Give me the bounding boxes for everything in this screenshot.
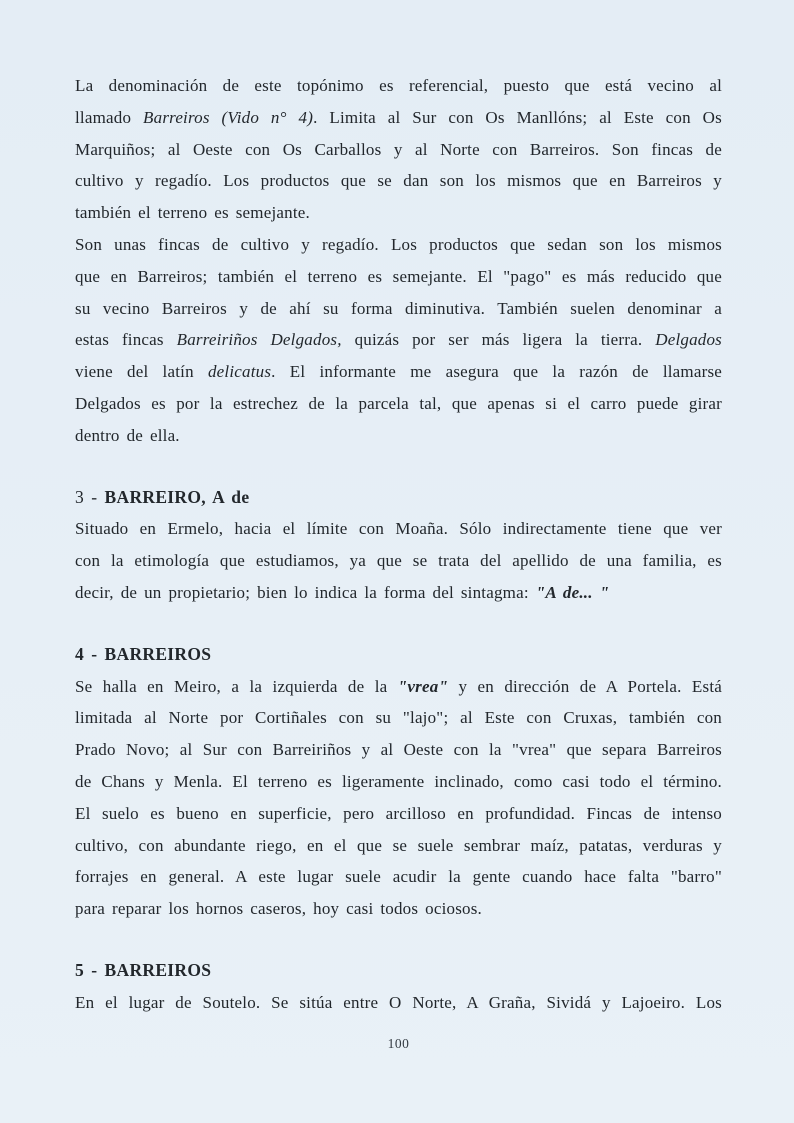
text-segment: dentro de ella.: [75, 425, 180, 445]
text-line: [75, 356, 722, 388]
text-segment: limitada al Norte por Cortiñales con su "lajo"; al Este con Cruxas, también con: [75, 708, 722, 728]
text-line: [75, 577, 722, 609]
text-line: [75, 420, 722, 452]
text-segment: forrajes en general. A este lugar suele acudir la gente cuando hace falta "barro": [75, 867, 722, 887]
text-segment-b: BARREIRO, A de: [104, 486, 250, 507]
text-line: [75, 482, 722, 514]
text-line: [75, 830, 722, 862]
text-segment: viene del latín: [75, 362, 208, 382]
paragraph-barreirinos-intro: [75, 70, 722, 229]
text-segment-i: Barreiros (Vido n° 4): [143, 107, 314, 127]
text-line: [75, 70, 722, 102]
text-segment: también el terreno es semejante.: [75, 203, 310, 223]
text-segment: decir, de un propietario; bien lo indica la forma del sintagma:: [75, 582, 536, 602]
text-line: [75, 197, 722, 229]
text-line: [75, 229, 722, 261]
text-segment: y en dirección de A Portela. Está: [448, 676, 722, 696]
text-segment: Prado Novo; al Sur con Barreiriños y al Oeste con la "vrea" que separa Barreiros: [75, 740, 722, 760]
text-line: [75, 734, 722, 766]
text-segment: que en Barreiros; también el terreno es semejante. El "pago" es más reducido que: [75, 266, 722, 286]
text-line: [75, 893, 722, 925]
text-segment: . El informante me asegura que la razón de llamarse: [271, 362, 723, 382]
text-line: [75, 639, 722, 671]
text-segment-i: Barreiriños Delgados,: [176, 330, 342, 350]
text-line: [75, 165, 722, 197]
text-segment: Marquiños; al Oeste con Os Carballos y al Norte con Barreiros. Son fincas de: [75, 139, 722, 159]
paragraph-barreirinos-delgados: [75, 229, 722, 452]
paragraph-barreiro-a-de: [75, 513, 722, 608]
heading-4-barreiros: [75, 639, 722, 671]
text-segment: estas fincas: [75, 330, 177, 350]
text-segment: Se halla en Meiro, a la izquierda de la: [75, 676, 398, 696]
text-line: [75, 261, 722, 293]
text-line: [75, 671, 722, 703]
text-segment: . Limita al Sur con Os Manllóns; al Este con Os: [313, 107, 722, 127]
text-segment: El suelo es bueno en superficie, pero arcilloso en profundidad. Fincas de intenso: [75, 803, 722, 823]
page-number: 100: [387, 1035, 410, 1051]
paragraph-barreiros-meiro: [75, 671, 722, 925]
text-segment: La denominación de este topónimo es referencial, puesto que está vecino al: [75, 76, 722, 95]
text-segment: cultivo y regadío. Los productos que se dan son los mismos que en Barreiros y: [75, 171, 722, 191]
text-segment-b: 5 - BARREIROS: [75, 959, 212, 980]
text-line: [75, 324, 722, 356]
text-segment: con la etimología que estudiamos, ya que se trata del apellido de una familia, es: [75, 551, 722, 571]
text-segment: quizás por ser más ligera la tierra.: [341, 330, 656, 350]
text-segment: su vecino Barreiros y de ahí su forma diminutiva. También suelen denominar a: [75, 298, 722, 318]
text-line: [75, 798, 722, 830]
text-segment: para reparar los hornos caseros, hoy casi todos ociosos.: [75, 899, 482, 919]
text-segment-i: Delgados: [655, 330, 722, 350]
text-line: [75, 955, 722, 987]
paragraph-barreiros-soutelo: [75, 987, 722, 1019]
text-segment: Delgados es por la estrechez de la parcela tal, que apenas si el carro puede girar: [75, 393, 722, 413]
text-segment: 3 -: [75, 486, 105, 507]
text-line: [75, 545, 722, 577]
text-line: [75, 513, 722, 545]
text-line: [75, 134, 722, 166]
text-segment: Son unas fincas de cultivo y regadío. Los productos que sedan son los mismos: [75, 234, 722, 254]
text-segment: Situado en Ermelo, hacia el límite con Moaña. Sólo indirectamente tiene que ver: [75, 519, 722, 539]
text-segment: En el lugar de Soutelo. Se sitúa entre O Norte, A Graña, Sividá y Lajoeiro. Los: [75, 992, 722, 1012]
text-line: [75, 388, 722, 420]
text-line: [75, 766, 722, 798]
text-line: [75, 702, 722, 734]
text-line: [75, 102, 722, 134]
text-segment: de Chans y Menla. El terreno es ligeramente inclinado, como casi todo el término.: [75, 771, 722, 791]
text-segment: llamado: [75, 107, 144, 127]
text-segment-bi: "vrea": [397, 676, 449, 696]
document-body: [75, 70, 722, 1019]
text-segment-i: delicatus: [207, 362, 272, 382]
text-line: [75, 861, 722, 893]
text-segment-b: 4 - BARREIROS: [75, 643, 212, 664]
text-line: [75, 987, 722, 1019]
heading-5-barreiros: [75, 955, 722, 987]
text-line: [75, 293, 722, 325]
text-segment: cultivo, con abundante riego, en el que se suele sembrar maíz, patatas, verduras y: [75, 835, 722, 855]
text-segment-bi: "A de... ": [535, 582, 610, 602]
heading-3-barreiro-a-de: [75, 482, 722, 514]
